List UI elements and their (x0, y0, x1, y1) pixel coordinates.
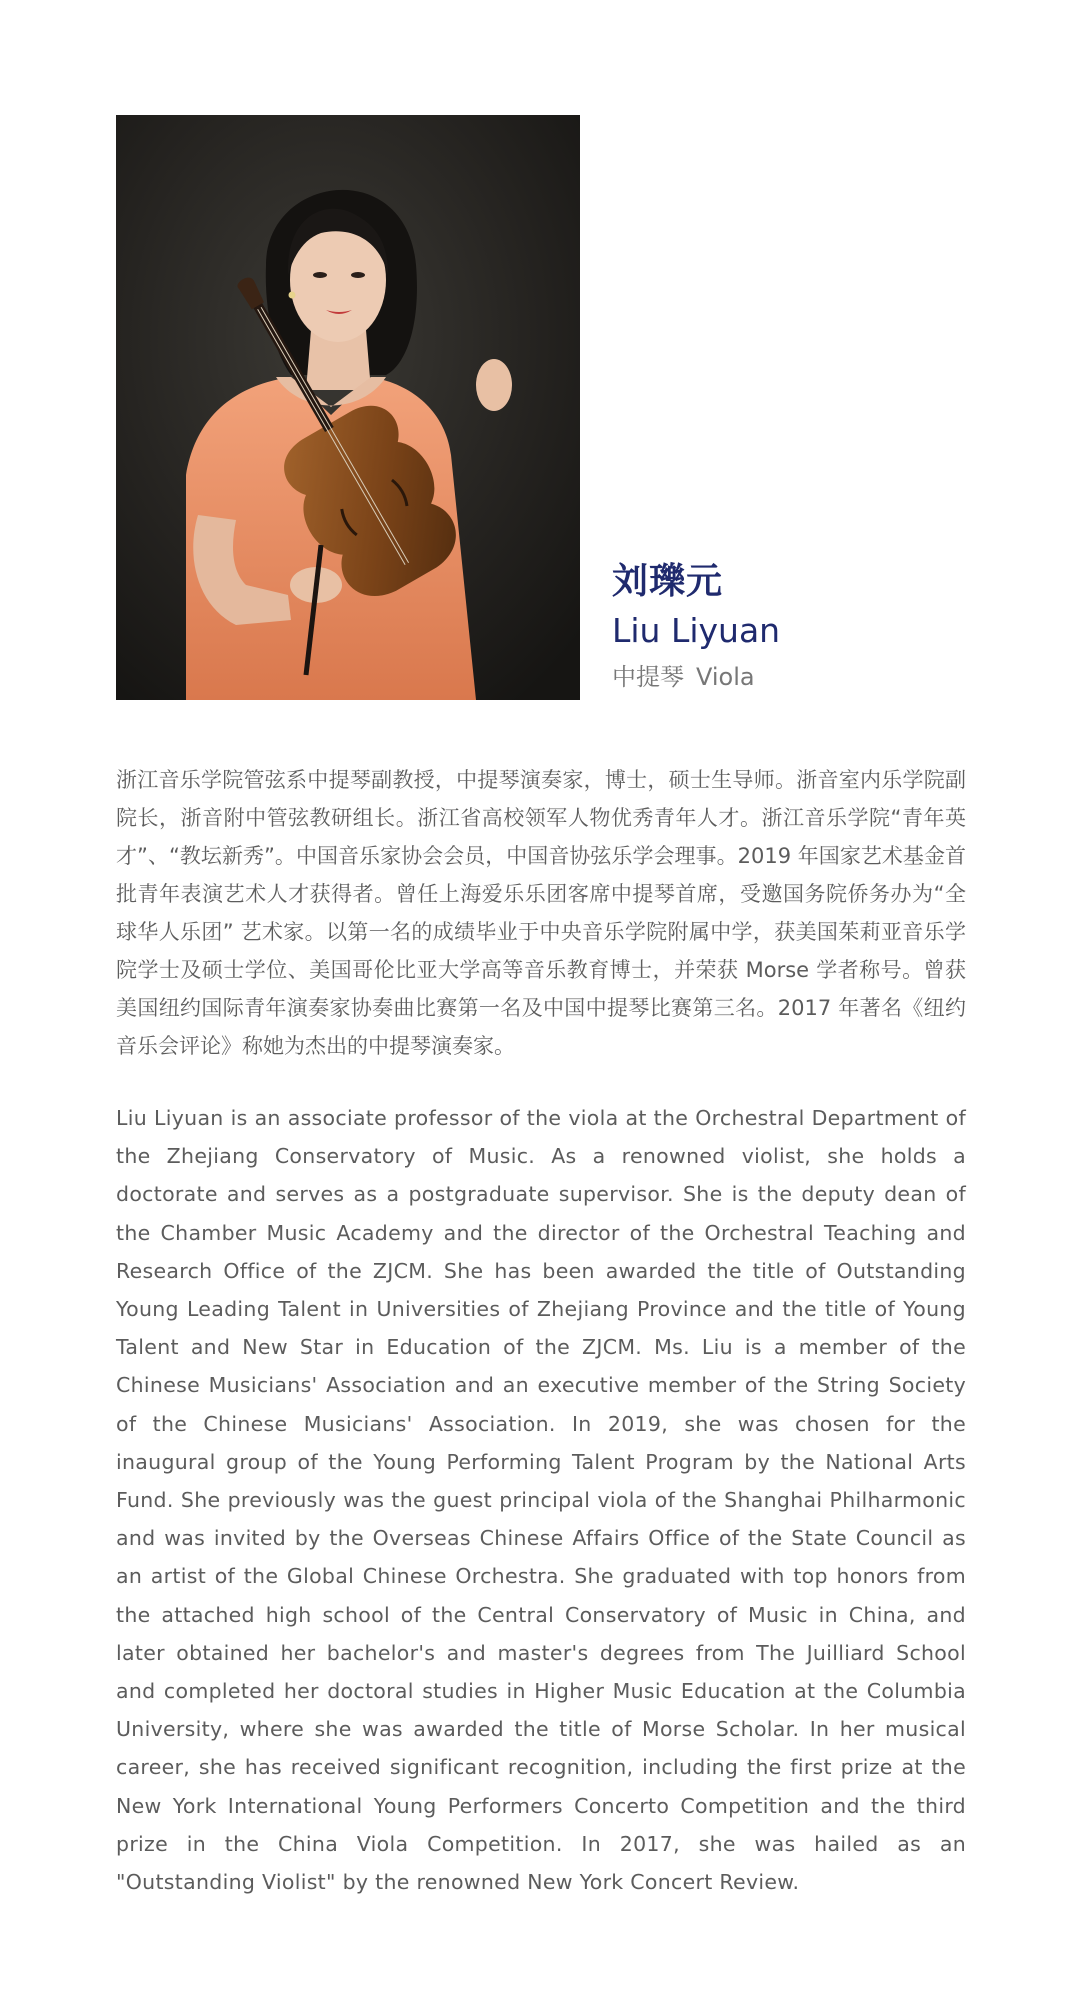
name-english: Liu Liyuan (612, 611, 781, 650)
name-chinese: 刘瓅元 (612, 561, 724, 602)
portrait-photo (116, 115, 580, 700)
name-block (612, 560, 1012, 694)
biography-chinese: 浙江音乐学院管弦系中提琴副教授，中提琴演奏家，博士，硕士生导师。浙音室内乐学院副院长，浙音附中管弦教研组长。浙江省高校领军人物优秀青年人才。浙江音乐学院“青年英才”、“教坛新秀”。中国音乐家协会会员，中国音协弦乐学会理事。2019 年国家艺术基金首批青年表演艺术人才获得者。曾任上海爱乐乐团客席中提琴首席，受邀国务院侨务办为“全球华人乐团” 艺术家。以第一名的成绩毕业于中央音乐学院附属中学，获美国茱莉亚音乐学院学士及硕士学位、美国哥伦比亚大学高等音乐教育博士，并荣获 Morse 学者称号。曾获美国纽约国际青年演奏家协奏曲比赛第一名及中国中提琴比赛第三名。2017 年著名《纽约音乐会评论》称她为杰出的中提琴演奏家。 (116, 768, 966, 1058)
instrument-chinese: 中提琴 (612, 663, 684, 691)
biography-english: Liu Liyuan is an associate professor of the viola at the Orchestral Department of the Zhejiang Conservatory of Music. As a renowned violist, she holds a doctorate and serves as a postgraduate supervisor. She is the deputy dean of the Chamber Music Academy and the director of the Orchestral Teaching and Research Office of the ZJCM. She has been awarded the title of Outstanding Young Leading Talent in Universities of Zhejiang Province and the title of Young Talent and New Star in Education of the ZJCM. Ms. Liu is a member of the Chinese Musicians' Association and an executive member of the String Society of the Chinese Musicians' Association. In 2019, she was chosen for the inaugural group of the Young Performing Talent Program by the National Arts Fund. She previously was the guest principal viola of the Shanghai Philharmonic and was invited by the Overseas Chinese Affairs Office of the State Council as an artist of the Global Chinese Orchestra. She graduated with top honors from the attached high school of the Central Conservatory of Music in China, and later obtained her bachelor's and master's degrees from The Juilliard School and completed her doctoral studies in Higher Music Education at the Columbia University, where she was awarded the title of Morse Scholar. In her musical career, she has received significant recognition, including the first prize at the New York International Young Performers Concerto Competition and the third prize in the China Viola Competition. In 2017, she was hailed as an "Outstanding Violist" by the renowned New York Concert Review. (116, 1106, 966, 1895)
instrument-label (612, 660, 1012, 694)
instrument-english: Viola (696, 663, 755, 691)
